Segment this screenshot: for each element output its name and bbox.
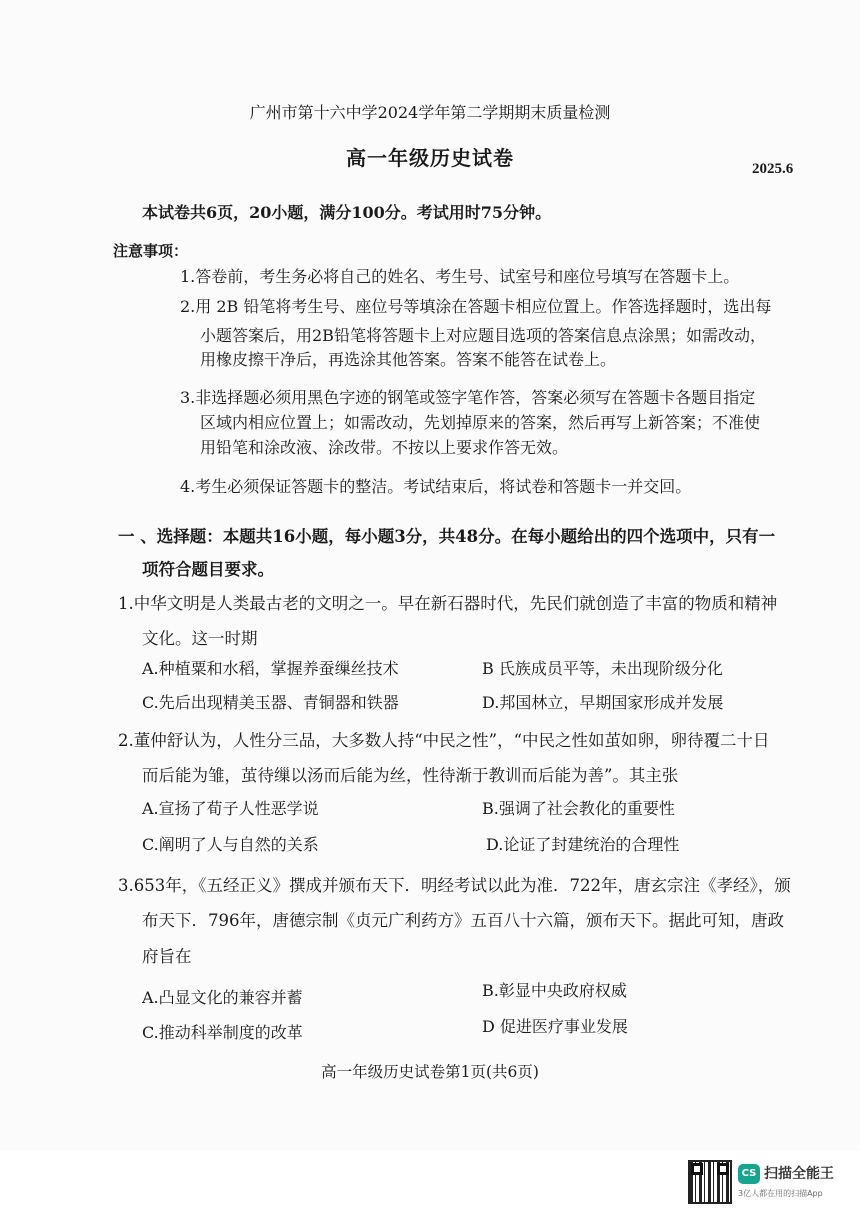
notice-line: 4.考生必须保证答题卡的整洁。考试结束后，将试卷和答题卡一并交回。 <box>180 477 692 496</box>
option-c: C.阐明了人与自然的关系 <box>142 835 319 854</box>
option-c: C.推动科举制度的改革 <box>142 1023 303 1042</box>
notice-line: 小题答案后，用2B铅笔将答题卡上对应题目选项的答案信息点涂黑；如需改动， <box>200 326 766 345</box>
option-a: A.凸显文化的兼容并蓄 <box>142 988 303 1007</box>
section-heading-cont: 项符合题目要求。 <box>142 560 274 579</box>
notice-line: 用橡皮擦干净后，再选涂其他答案。答案不能答在试卷上。 <box>200 350 617 369</box>
question-text: 1.中华文明是人类最古老的文明之一。早在新石器时代，先民们就创造了丰富的物质和精神 <box>118 594 778 613</box>
option-a: A.种植粟和水稻，掌握养蚕缫丝技术 <box>142 659 399 678</box>
notice-line: 区域内相应位置上；如需改动，先划掉原来的答案，然后再写上新答案；不准使 <box>200 413 761 432</box>
question-text: 2.董仲舒认为，人性分三品，大多数人持“中民之性”，“中民之性如茧如卵，卵待覆二十日 <box>118 731 770 750</box>
option-d: D.邦国林立，早期国家形成并发展 <box>482 693 724 712</box>
option-c: C.先后出现精美玉器、青铜器和铁器 <box>142 693 399 712</box>
camscanner-logo-icon: CS <box>738 1164 760 1184</box>
section-heading: 一 、选择题：本题共16小题，每小题3分，共48分。在每小题给出的四个选项中，只有一 <box>118 527 776 546</box>
notice-line: 2.用 2B 铅笔将考生号、座位号等填涂在答题卡相应位置上。作答选择题时，选出每 <box>180 297 772 316</box>
notice-line: 3.非选择题必须用黑色字迹的钢笔或签字笔作答，答案必须写在答题卡各题目指定 <box>180 388 756 407</box>
notice-line: 用铅笔和涂改液、涂改带。不按以上要求作答无效。 <box>200 438 569 457</box>
question-text: 3.653年，《五经正义》撰成并颁布天下．明经考试以此为准．722年，唐玄宗注《孝经》，颁 <box>118 876 791 895</box>
option-b: B.彰显中央政府权威 <box>482 981 627 1000</box>
option-d: D.论证了封建统治的合理性 <box>486 835 680 854</box>
exam-date: 2025.6 <box>752 161 794 177</box>
qr-code-icon <box>688 1160 732 1204</box>
notice-heading: 注意事项： <box>113 242 189 260</box>
notice-line: 1.答卷前，考生务必将自己的姓名、考生号、试室号和座位号填写在答题卡上。 <box>180 267 740 286</box>
question-text: 而后能为雏，茧待缫以汤而后能为丝，性待渐于教训而后能为善”。其主张 <box>142 766 679 785</box>
page-footer: 高一年级历史试卷第1页(共6页) <box>321 1063 539 1081</box>
option-b: B.强调了社会教化的重要性 <box>482 799 675 818</box>
watermark-name: 扫描全能王 <box>764 1166 834 1182</box>
paper-intro: 本试卷共6页，20小题，满分100分。考试用时75分钟。 <box>142 203 552 222</box>
option-b: B 氏族成员平等，未出现阶级分化 <box>482 659 723 678</box>
watermark-tagline: 3亿人都在用的扫描App <box>738 1189 823 1198</box>
camscanner-watermark <box>688 1160 848 1206</box>
question-text: 府旨在 <box>142 947 192 966</box>
school-heading: 广州市第十六中学2024学年第二学期期末质量检测 <box>249 103 611 122</box>
option-d: D 促进医疗事业发展 <box>482 1017 628 1036</box>
question-text: 布天下．796年，唐德宗制《贞元广利药方》五百八十六篇，颁布天下。据此可知，唐政 <box>142 911 784 930</box>
paper-title: 高一年级历史试卷 <box>346 146 514 170</box>
question-text: 文化。这一时期 <box>142 629 258 648</box>
option-a: A.宣扬了荀子人性恶学说 <box>142 799 319 818</box>
